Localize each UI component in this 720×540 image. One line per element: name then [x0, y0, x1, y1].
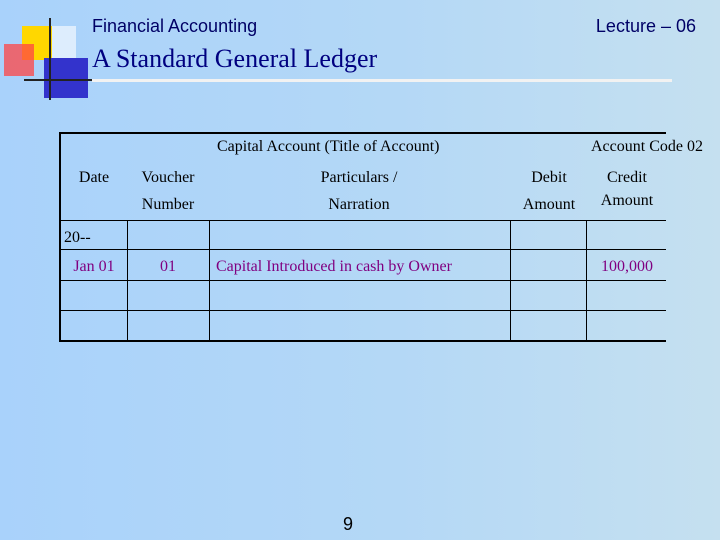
voucher-header-line2: Number: [141, 196, 195, 213]
credit-header-line2: Amount: [600, 192, 654, 209]
account-code: Account Code 02: [591, 138, 703, 155]
course-title: Financial Accounting: [92, 16, 258, 36]
account-title: Capital Account (Title of Account): [217, 138, 440, 155]
slide-title: A Standard General Ledger: [92, 44, 378, 73]
debit-header-line2: Amount: [522, 196, 576, 213]
entry-particulars: Capital Introduced in cash by Owner: [216, 258, 452, 275]
page-number: 9: [343, 514, 354, 534]
date-header: Date: [78, 169, 110, 186]
particulars-header-line2: Narration: [328, 196, 390, 213]
entry-credit: 100,000: [601, 258, 653, 275]
colored-squares-logo-icon: [0, 0, 100, 110]
debit-header-line1: Debit: [531, 169, 567, 186]
title-divider: [92, 79, 672, 82]
credit-header-line1: Credit: [607, 169, 647, 186]
entry-voucher: 01: [160, 258, 176, 275]
year-label: 20--: [64, 229, 91, 246]
lecture-number: Lecture – 06: [595, 16, 696, 36]
voucher-header-line1: Voucher: [141, 169, 195, 186]
entry-date: Jan 01: [73, 258, 115, 275]
particulars-header-line1: Particulars /: [320, 169, 398, 186]
